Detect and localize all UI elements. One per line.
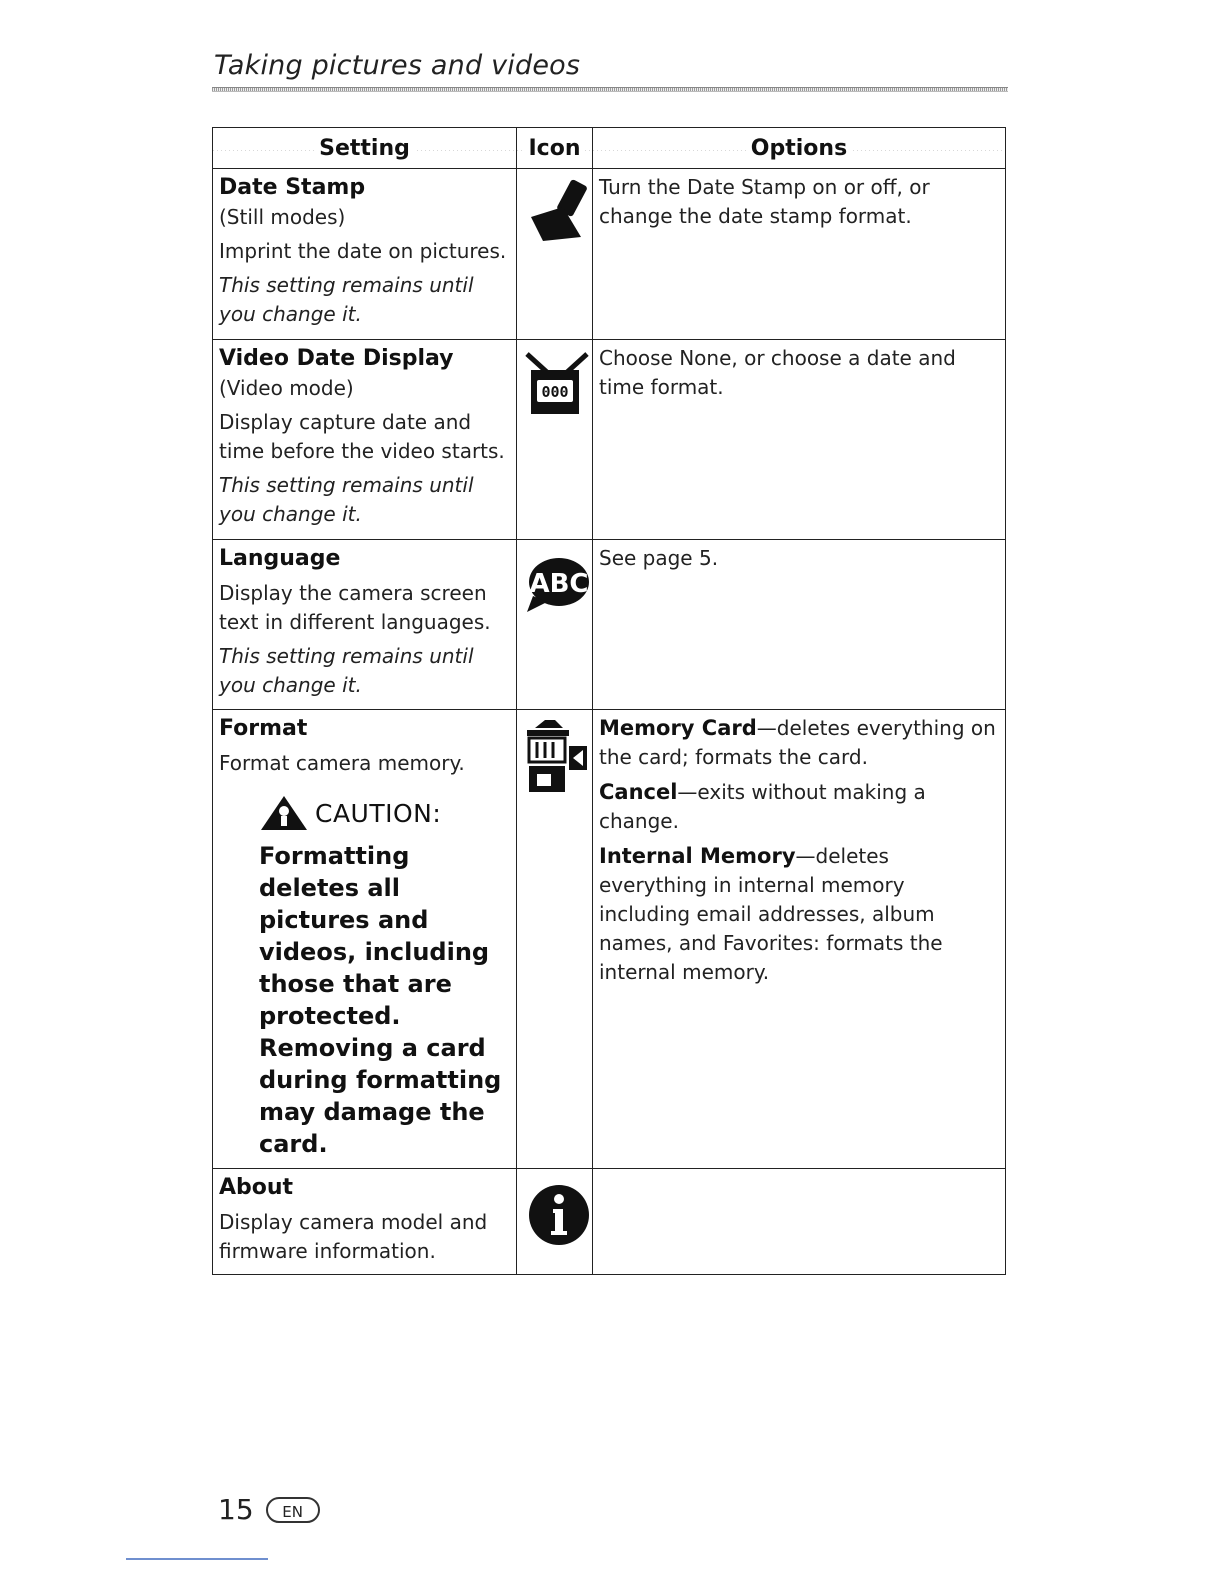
- page-footer: [218, 1493, 320, 1526]
- language-badge: EN: [266, 1497, 320, 1523]
- header-icon: Icon: [517, 128, 593, 169]
- setting-note: This setting remains until you change it.: [219, 473, 474, 526]
- option-text: Choose None, or choose a date and time format.: [599, 346, 956, 399]
- setting-description: Imprint the date on pictures.: [219, 239, 507, 263]
- setting-note: This setting remains until you change it.: [219, 644, 474, 697]
- setting-mode: (Video mode): [219, 376, 354, 400]
- option-text: See page 5.: [599, 546, 719, 570]
- setting-name: About: [219, 1175, 294, 1200]
- svg-text:ABC: ABC: [529, 569, 589, 599]
- setting-mode: (Still modes): [219, 205, 346, 229]
- setting-name: Video Date Display: [219, 346, 454, 371]
- language-abc-icon: [523, 548, 591, 618]
- info-icon: [523, 1177, 591, 1247]
- setting-description: Display camera model and firmware information.: [219, 1210, 488, 1263]
- page-number: 15: [218, 1493, 254, 1526]
- footer-line: [126, 1558, 268, 1560]
- settings-table: [212, 127, 1006, 1275]
- setting-description: Display capture date and time before the video starts.: [219, 410, 505, 463]
- option-internal-memory: Internal Memory—deletes everything in internal memory including email addresses, album names, and Favorites: formats the internal memory.: [599, 844, 943, 984]
- setting-description: Display the camera screen text in different languages.: [219, 581, 491, 634]
- setting-name: Language: [219, 546, 341, 571]
- setting-name: Format: [219, 716, 308, 741]
- table-row: [213, 1169, 1006, 1275]
- table-row: [213, 710, 1006, 1169]
- date-stamp-icon: [523, 177, 591, 247]
- setting-description: Format camera memory.: [219, 751, 465, 775]
- option-cancel: Cancel—exits without making a change.: [599, 780, 926, 833]
- format-memory-icon: [523, 718, 591, 788]
- table-row: [213, 169, 1006, 340]
- page-header-title: Taking pictures and videos: [214, 50, 581, 81]
- setting-name: Date Stamp: [219, 175, 366, 200]
- header-setting: Setting: [213, 128, 517, 169]
- option-text: Turn the Date Stamp on or off, or change the date stamp format.: [599, 175, 930, 228]
- caution-text: Formatting deletes all pictures and videos, including those that are protected. Removing a card during formatting may damage the card.: [259, 842, 502, 1158]
- header-rule: [212, 87, 1008, 92]
- setting-note: This setting remains until you change it.: [219, 273, 474, 326]
- warning-icon: [259, 794, 309, 832]
- option-memory-card: Memory Card—deletes everything on the card; formats the card.: [599, 716, 996, 769]
- svg-text:000: 000: [541, 383, 569, 401]
- caution-title: CAUTION:: [315, 798, 442, 828]
- video-date-display-icon: [523, 348, 591, 418]
- table-row: [213, 540, 1006, 710]
- table-header-row: [213, 128, 1006, 169]
- caution-box: [259, 794, 510, 1160]
- table-row: [213, 340, 1006, 540]
- header-options: Options: [593, 128, 1006, 169]
